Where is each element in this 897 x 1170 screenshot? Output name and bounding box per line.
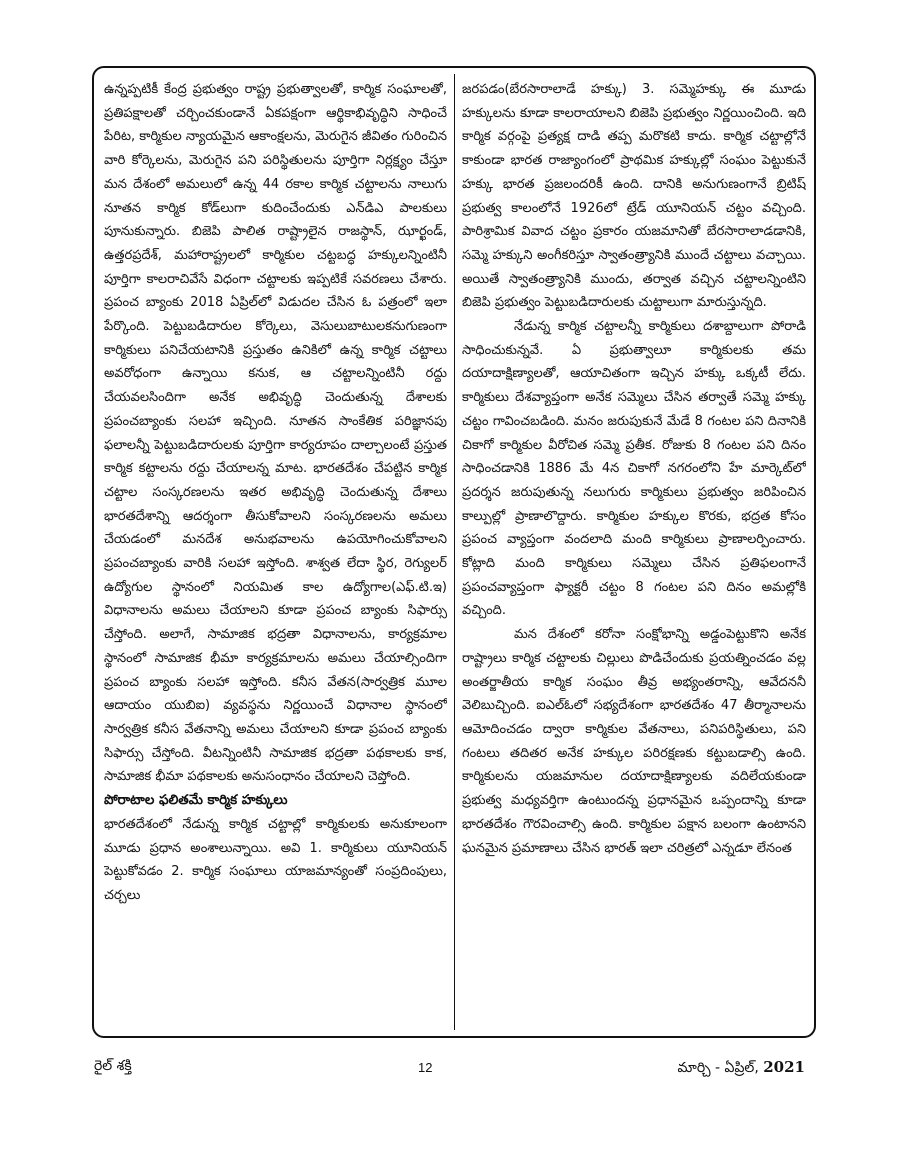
column-divider — [454, 74, 455, 1030]
right-column — [462, 78, 806, 1036]
section-subheading: పోరాటాల ఫలితమే కార్మిక హక్కులు — [104, 793, 288, 809]
left-paragraph-2: భారతదేశంలో నేడున్న కార్మిక చట్టాల్లో కార్మికులకు అనుకూలంగా మూడు ప్రధాన అంశాలున్నాయి. అవి 1. కార్మికులు యూనియన్ పెట్టుకోవడం 2. కార్మిక సంఘాలు యాజమాన్యంతో సంప్రదింపులు, చర్చలు — [104, 816, 447, 903]
right-paragraph-2: నేడున్న కార్మిక చట్టాలన్నీ కార్మికులు దశాబ్దాలుగా పోరాడి సాధించుకున్నవే. ఏ ప్రభుత్వాలూ కార్మికులకు తమ దయాదాక్షిణ్యాలతో, ఆయాచితంగా ఇచ్చిన హక్కు ఒక్కటీ లేదు. కార్మికులు దేశవ్యాప్తంగా అనేక సమ్మెలు చేసిన తర్వాతే సమ్మె హక్కు చట్టం గావించబడింది. మనం జరుపుకునే మేడే 8 గంటల పని దినానికి చికాగో కార్మికుల వీరోచిత సమ్మె ప్రతీక. రోజుకు 8 గంటల పని దినం సాధించడానికి 1886 మే 4న చికాగో నగరంలోని హే మార్కెట్‌లో ప్రదర్శన జరుపుతున్న నలుగురు కార్మికులు ప్రభుత్వం జరిపించిన కాల్పుల్లో ప్రాణాలొద్దారు. కార్మికుల హక్కుల కొరకు, భద్రత కోసం ప్రపంచ వ్యాప్తంగా వందలాది మంది కార్మికులు ప్రాణాలర్పించారు. కోట్లాది మంది కార్మికులు సమ్మెలు చేసిన ప్రతిఫలంగానే ప్రపంచవ్యాప్తంగా ఫ్యాక్టరీ చట్టం 8 గంటల పని దినం అమల్లోకి వచ్చింది. — [462, 319, 806, 619]
page-number: 12 — [418, 1060, 433, 1075]
issue-months: మార్చి - ఏప్రిల్, — [677, 1060, 759, 1076]
right-paragraph-3: మన దేశంలో కరోనా సంక్షోభాన్ని అడ్డంపెట్టుకొని అనేక రాష్ట్రాలు కార్మిక చట్టాలకు చిల్లులు పొడిచేందుకు ప్రయత్నించడం వల్ల అంతర్జాతీయ కార్మిక సంఘం తీవ్ర అభ్యంతరాన్ని, ఆవేదననీ వెలిబుచ్చింది. ఐఎల్‌ఓలో సభ్యదేశంగా భారతదేశం 47 తీర్మానాలను ఆమోదించడం ద్వారా కార్మికుల వేతనాలు, పనిపరిస్థితులు, పని గంటలు తదితర అనేక హక్కుల పరిరక్షణకు కట్టుబడాల్సి ఉంది. కార్మికులను యజమానుల దయాదాక్షిణ్యాలకు వదిలేయకుండా ప్రభుత్వ మధ్యవర్తిగా ఉంటుందన్న ప్రధానమైన ఒప్పందాన్ని కూడా భారతదేశం గౌరవించాల్సి ఉంది. కార్మికుల పక్షాన బలంగా ఉంటానని ఘనమైన ప్రమాణాలు చేసిన భారత్ ఇలా చరిత్రలో ఎన్నడూ లేనంత — [462, 627, 806, 856]
issue-date — [678, 1058, 805, 1079]
left-paragraph-1: ఉన్నప్పటికీ కేంద్ర ప్రభుత్వం రాష్ట్ర ప్రభుత్వాలతో, కార్మిక సంఘాలతో, ప్రతిపక్షాలతో చర్చించకుండానే ఏకపక్షంగా ఆర్థికాభివృద్ధిని సాధించే పేరిట, కార్మికుల న్యాయమైన ఆకాంక్షలను, మెరుగైన జీవితం గురించిన వారి కోర్కెలను, మెరుగైన పని పరిస్థితులను పూర్తిగా నిర్లక్ష్యం చేస్తూ మన దేశంలో అమలులో ఉన్న 44 రకాల కార్మిక చట్టాలను నాలుగు నూతన కార్మిక కోడ్‌లుగా కుదించేందుకు ఎన్‌డిఎ పాలకులు పూనుకున్నారు. బిజెపి పాలిత రాష్ట్రాలైన రాజస్థాన్, ఝార్ఖండ్, ఉత్తరప్రదేశ్, మహారాష్ట్రలలో కార్మికుల చట్టబద్ధ హక్కులన్నింటినీ పూర్తిగా కాలరాచివేసే విధంగా చట్టాలకు ఇప్పటికే సవరణలు చేశారు. ప్రపంచ బ్యాంకు 2018 ఏప్రిల్‌లో విడుదల చేసిన ఓ పత్రంలో ఇలా పేర్కొంది. పెట్టుబడిదారుల కోర్కెలు, వెసులుబాటులకనుగుణంగా కార్మికులు పనిచేయటానికి ప్రస్తుతం ఉనికిలో ఉన్న కార్మిక చట్టాలు అవరోధంగా ఉన్నాయి కనుక, ఆ చట్టాలన్నింటినీ రద్దు చేయవలసిందిగా అనేక అభివృద్ధి చెందుతున్న దేశాలకు ప్రపంచబ్యాంకు సలహా ఇచ్చింది. నూతన సాంకేతిక పరిజ్ఞానపు ఫలాలన్నీ పెట్టుబడిదారులకు పూర్తిగా కార్యరూపం దాల్చాలంటే ప్రస్తుత కార్మిక కట్టాలను రద్దు చేయాలన్న మాట. భారతదేశం చేపట్టిన కార్మిక చట్టాల సంస్కరణలను ఇతర అభివృద్ధి చెందుతున్న దేశాలు భారతదేశాన్ని ఆదర్శంగా తీసుకోవాలని సంస్కరణలను అమలు చేయడంలో మనదేశ అనుభవాలను ఉపయోగించుకోవాలని ప్రపంచబ్యాంకు వారికి సలహా ఇస్తోంది. శాశ్వత లేదా స్థిర, రెగ్యులర్ ఉద్యోగుల స్థానంలో నియమిత కాల ఉద్యోగాల(ఎఫ్.టి.ఇ) విధానాలను అమలు చేయాలని కూడా ప్రపంచ బ్యాంకు సిఫార్సు చేస్తోంది. అలాగే, సామాజిక భద్రతా విధానాలను, కార్యక్రమాల స్థానంలో సామాజిక భీమా కార్యక్రమాలను అమలు చేయాల్సిందిగా ప్రపంచ బ్యాంకు సలహా ఇస్తోంది. కనీస వేతన(సార్వత్రిక మూల ఆదాయం యుబిఐ) వ్యవస్థను నిర్ణయించే విధానాల స్థానంలో సార్వత్రిక కనీస వేతనాన్ని అమలు చేయాలని కూడా ప్రపంచ బ్యాంకు సిఫార్సు చేస్తోంది. వీటన్నింటినీ సామాజిక భద్రతా పథకాలకు కాక, సామాజిక భీమా పథకాలకు అనుసంధానం చేయాలని చెప్తోంది. — [104, 82, 447, 785]
right-paragraph-1: జరపడం(బేరసారాలాడే హక్కు) 3. సమ్మెహక్కు ఈ మూడు హక్కులను కూడా కాలరాయాలని బిజెపి ప్రభుత్వం నిర్ణయించింది. ఇది కార్మిక వర్గంపై ప్రత్యక్ష దాడి తప్ప మరొకటి కాదు. కార్మిక చట్టాల్లోనే కాకుండా భారత రాజ్యాంగంలో ప్రాథమిక హక్కుల్లో సంఘం పెట్టుకునే హక్కు భారత ప్రజలందరికీ ఉంది. దానికి అనుగుణంగానే బ్రిటిష్ ప్రభుత్వ కాలంలోనే 1926లో ట్రేడ్ యూనియన్ చట్టం వచ్చింది. పారిశ్రామిక వివాద చట్టం ప్రకారం యజమానితో బేరసారాలాడడానికి, సమ్మె హక్కుని అంగీకరిస్తూ స్వాతంత్ర్యానికి ముందే చట్టాలు వచ్చాయి. అయితే స్వాతంత్ర్యానికి ముందు, తర్వాత వచ్చిన చట్టాలన్నింటిని బిజెపి ప్రభుత్వం పెట్టుబడిదారులకు చుట్టాలుగా మారుస్తున్నది. — [462, 82, 806, 311]
left-column — [104, 78, 447, 1036]
publication-name: రైల్ శక్తి — [94, 1058, 132, 1074]
issue-year: 2021 — [763, 1058, 805, 1076]
